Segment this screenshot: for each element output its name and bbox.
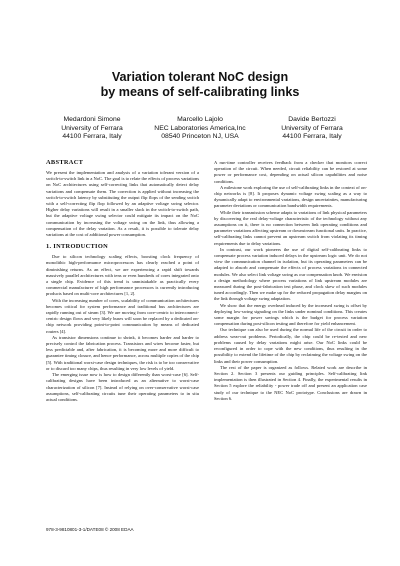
body-paragraph: A milestone work exploring the use of self-calibrating links in the context of on-chip networks is [8]. It proposes dynamic voltage swing scaling as a way to dynamically adapt to environmental variations, design uncertainties, manufacturing parameter deviations or communication bandwidth requirements. <box>214 184 367 209</box>
right-column <box>214 160 367 402</box>
author-name: Davide Bertozzi <box>288 116 336 123</box>
left-column <box>46 158 199 403</box>
body-paragraph: In contrast, our work pioneers the use of digital self-calibrating links to compensate process variation induced delays in the upstream logic unit. We do not view the communication channel in isolation, but its operating parameters can be adapted to absorb and compensate the effects of process variations in connected modules. We also select link voltage swing as our compensation knob. We envision a design methodology where process variations of link upstream modules are measured during the post-fabrication test phase, and clock skew of such modules tuned accordingly. Then we make up for the reduced propagation delay margins on the link through voltage swing adaptation. <box>214 246 367 302</box>
body-paragraph: While their transmission scheme adapts to variations of link physical parameters by discovering the real delay-voltage characteristic of the technology without any assumptions on it, there is no connection between link operating conditions and parameter variations affecting upstream or downstream functional units. In practice, self-calibrating links cannot prevent an upstream switch from violating its timing requirements due to delay variations. <box>214 209 367 246</box>
introduction-paragraph: As transistor dimensions continue to shrink, it becomes harder and harder to precisely control the fabrication process. Transistors and wires become faster, but less predictable and, after fabrication, it is becoming more and more difficult to guarantee timing closure, and hence performance, across multiple copies of the chip [5]. With traditional worst-case design techniques, the risk is to be too conservative or to discard too many chips, thus resulting in very low levels of yield. <box>46 334 199 371</box>
author-affiliation: NEC Laboratories America,Inc <box>154 124 246 132</box>
introduction-paragraph: The emerging issue now is how to design differently than worst-case [6]. Self-calibrating designs have been introduced as an alternative to worst-case characterization of silicon [7]. Instead of relying on over-conservative worst-case assumptions, self-calibrating circuits tune their operating parameters to in situ actual conditions. <box>46 372 199 402</box>
author-affiliation: University of Ferrara <box>281 124 343 132</box>
body-paragraph: Our technique can also be used during the normal life of the circuit in order to address wear-out problems. Periodically, the chip could be re-tested and new problems caused by delay variations might arise. Our NoC links could be reconfigured in order to cope with the new conditions, thus resulting in the possibility to extend the lifetime of the chip by reclaiming the voltage swing on the links and their power consumption. <box>214 327 367 364</box>
paper-title-line-2: by means of self-calibrating links <box>100 85 300 99</box>
author-address: 08540 Princeton NJ, USA <box>161 133 239 141</box>
author-address: 44100 Ferrara, Italy <box>62 133 122 141</box>
introduction-paragraph: With the increasing number of cores, scalability of communication architectures becomes critical for system performance and traditional bus architectures are rapidly running out of steam [3]. We are moving from core-centric to interconnect-centric design flows and very likely buses will soon be replaced by a dedicated on-chip network providing point-to-point communication by means of dedicated routers [4]. <box>46 297 199 334</box>
author-1 <box>40 116 144 142</box>
author-3 <box>264 116 360 142</box>
abstract-heading: ABSTRACT <box>46 159 84 166</box>
body-paragraph: The rest of the paper is organized as follows. Related work are describe in Section 2. Section 3 presents our guiding principles. Self-calibrating link implementation is then illustrated in Section 4. Finally, the experimental results in Section 5 explore the reliability - power trade off and present an application case study of our technique to the NEC NoC prototype. Conclusions are drawn in Section 6. <box>214 364 367 401</box>
author-block <box>0 116 400 156</box>
author-2 <box>139 116 261 142</box>
body-paragraph: A run-time controller receives feedback from a checker that monitors correct operation of the circuit. When needed, circuit reliability can be restored at some power or performance cost, depending on actual silicon capabilities and noise conditions. <box>214 160 367 184</box>
introduction-heading: 1. INTRODUCTION <box>46 243 109 251</box>
paper-title-line-1: Variation tolerant NoC design <box>111 70 289 84</box>
abstract-text: We present the implementation and analysis of a variation tolerant version of a switch-to-switch link in a NoC. The goal is to relate the effects of process variations on NoC architectures using self-correcting links that automatically detect delay variations and compensate them. The correction is applied without increasing the switch-to-switch latency by substituting the output flip flops of the sending switch with a self-correcting flip flop followed by an adaptive voltage swing selector. Higher delay variations will result in a smaller slack in the switch-to-switch path, but the adaptive voltage swing selector could mitigate its impact on the NoC communication by increasing the voltage swing on the link, thus allowing a compensation of the delay variation. As a result, it is possible to tolerate delay variations at the cost of additional power consumption. <box>46 170 199 238</box>
author-name: Marcello Lajolo <box>177 116 223 123</box>
author-address: 44100 Ferrara, Italy <box>282 133 342 141</box>
copyright-footer: 978-3-9810801-3-1/DATE08 © 2008 EDAA <box>46 527 134 532</box>
body-paragraph: We show that the energy overhead induced by the increased swing is offset by deploying low-swing signaling on the links under nominal conditions. This creates some margin for power savings which is the budget for process variation compensation during post-silicon testing and therefore for yield enhancement. <box>214 302 367 327</box>
author-name: Medardoni Simone <box>63 116 121 123</box>
author-affiliation: University of Ferrara <box>61 124 123 132</box>
introduction-paragraph: Due to silicon technology scaling effects, boosting clock frequency of monolithic high-performance microprocessors has clearly reached a point of diminishing returns. As an effect, we are experiencing a rapid shift towards massively parallel architectures with tens or even hundreds of cores integrated onto a single chip. Evidence of this trend is unmistakable as practically every commercial manufacturer of high performance processors is currently introducing products based on multi-core architectures [1, 2]. <box>46 254 199 297</box>
